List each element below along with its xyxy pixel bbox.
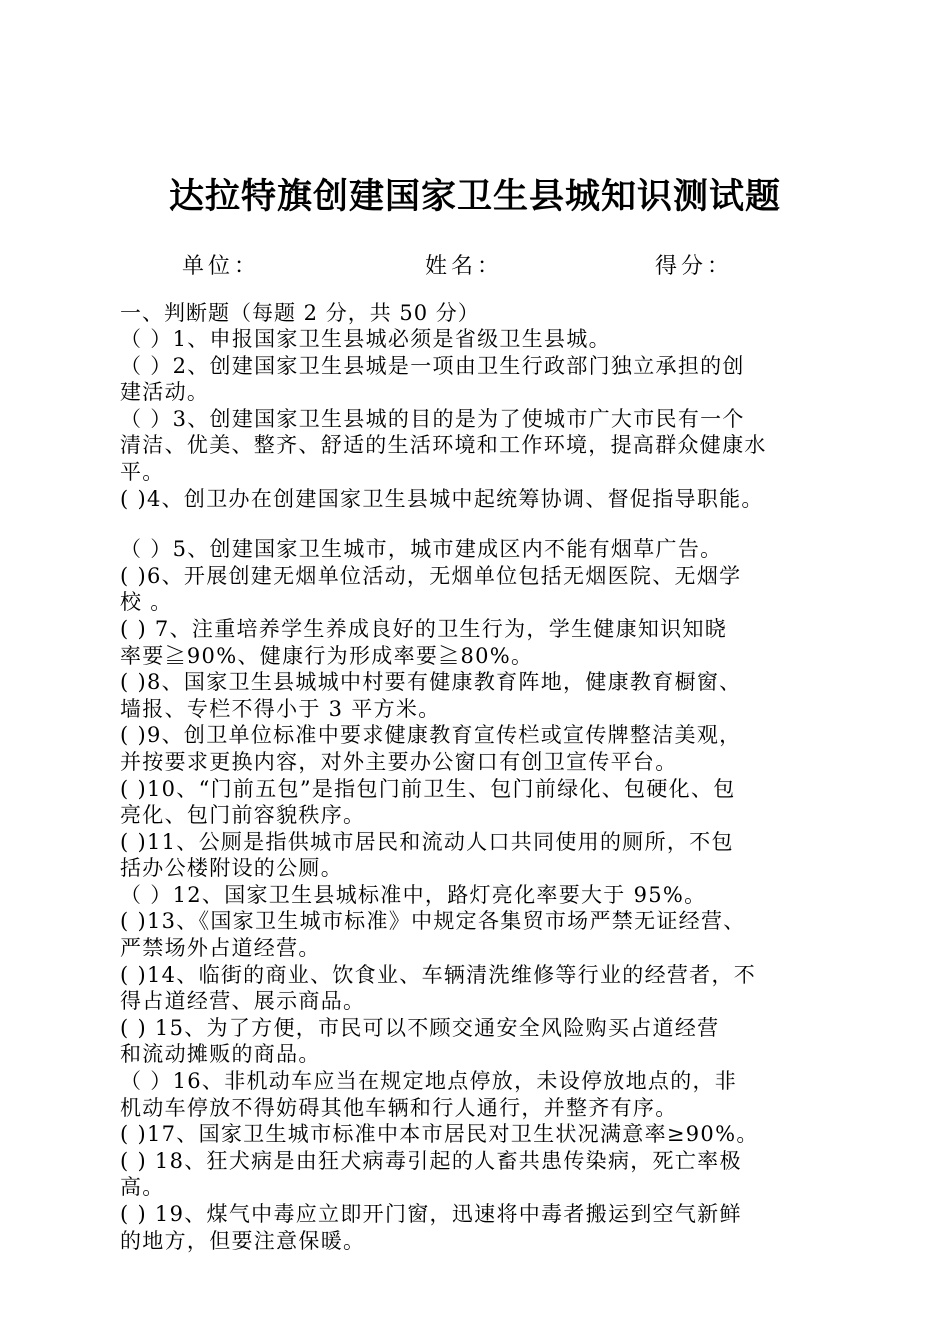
question-item [120, 1201, 840, 1254]
section-heading: 一、判断题（每题 2 分，共 50 分） [120, 301, 480, 325]
question-item [120, 326, 840, 353]
question-line: 得占道经营、展示商品。 [120, 989, 366, 1014]
question-item [120, 486, 840, 513]
question-line: （ ）2、创建国家卫生县城是一项由卫生行政部门独立承担的创 [120, 353, 745, 378]
question-line: 墙报、专栏不得小于 3 平方米。 [120, 696, 441, 721]
question-line: ( ) 7、注重培养学生养成良好的卫生行为，学生健康知识知晓 [120, 616, 728, 641]
question-item [120, 962, 840, 1015]
question-item [120, 882, 840, 909]
question-item [120, 1068, 840, 1121]
question-line: 亮化、包门前容貌秩序。 [120, 803, 366, 828]
question-line: （ ）3、创建国家卫生县城的目的是为了使城市广大市民有一个 [120, 406, 745, 431]
question-line: （ ）5、创建国家卫生城市，城市建成区内不能有烟草广告。 [120, 537, 723, 562]
question-item [120, 406, 840, 486]
question-item [120, 722, 840, 775]
question-line: 严禁场外占道经营。 [120, 936, 321, 961]
question-item [120, 563, 840, 616]
document-title: 达拉特旗创建国家卫生县城知识测试题 [168, 176, 781, 217]
question-item [120, 1148, 840, 1201]
question-line: 括办公楼附设的公厕。 [120, 856, 343, 881]
question-line: 并按要求更换内容，对外主要办公窗口有创卫宣传平台。 [120, 749, 678, 774]
question-item [120, 776, 840, 829]
question-line: （ ）12、国家卫生县城标准中，路灯亮化率要大于 95%。 [120, 882, 707, 907]
question-item [120, 616, 840, 669]
question-line: ( )9、创卫单位标准中要求健康教育宣传栏或宣传牌整洁美观， [120, 723, 742, 748]
question-line: ( )11、公厕是指供城市居民和流动人口共同使用的厕所，不包 [120, 829, 734, 854]
question-item [120, 829, 840, 882]
question-list [120, 326, 840, 1254]
question-line: ( )10、“门前五包”是指包门前卫生、包门前绿化、包硬化、包 [120, 776, 736, 801]
question-line: 清洁、优美、整齐、舒适的生活环境和工作环境，提高群众健康水 [120, 433, 767, 458]
unit-label: 单位： [182, 254, 261, 279]
question-line: ( ) 15、为了方便，市民可以不顾交通安全风险购买占道经营 [120, 1015, 720, 1040]
question-item [120, 1121, 840, 1148]
question-line: ( )13、《国家卫生城市标准》中规定各集贸市场严禁无证经营、 [120, 909, 746, 934]
question-line: 率要≧90%、健康行为形成率要≧80%。 [120, 643, 534, 668]
question-item [120, 1015, 840, 1068]
question-line: 高。 [120, 1175, 165, 1200]
question-line: 平。 [120, 459, 165, 484]
question-line: 的地方，但要注意保暖。 [120, 1228, 366, 1253]
question-item [120, 669, 840, 722]
score-label: 得分： [655, 254, 734, 279]
question-item [120, 353, 840, 406]
question-line: ( )14、临街的商业、饮食业、车辆清洗维修等行业的经营者，不 [120, 962, 757, 987]
question-line: （ ）16、非机动车应当在规定地点停放，未设停放地点的，非 [120, 1069, 738, 1094]
question-item [120, 536, 840, 563]
question-line: ( ) 18、狂犬病是由狂犬病毒引起的人畜共患传染病，死亡率极 [120, 1148, 742, 1173]
question-item [120, 908, 840, 961]
question-line: ( ) 19、煤气中毒应立即开门窗，迅速将中毒者搬运到空气新鲜 [120, 1202, 742, 1226]
question-line: 机动车停放不得妨碍其他车辆和行人通行，并整齐有序。 [120, 1095, 678, 1120]
question-line: ( )8、国家卫生县城城中村要有健康教育阵地，健康教育橱窗、 [120, 670, 742, 695]
question-line: ( )6、开展创建无烟单位活动，无烟单位包括无烟医院、无烟学 [120, 563, 742, 588]
question-line: 校 。 [120, 590, 173, 615]
question-line: ( )17、国家卫生城市标准中本市居民对卫生状况满意率≥90%。 [120, 1122, 759, 1147]
question-line: （ ）1、申报国家卫生县城必须是省级卫生县城。 [120, 327, 611, 351]
question-line: 和流动摊贩的商品。 [120, 1042, 321, 1067]
question-line: 建活动。 [120, 380, 210, 405]
name-label: 姓名： [425, 254, 504, 279]
question-line: ( )4、创卫办在创建国家卫生县城中起统筹协调、督促指导职能。 [120, 486, 764, 511]
